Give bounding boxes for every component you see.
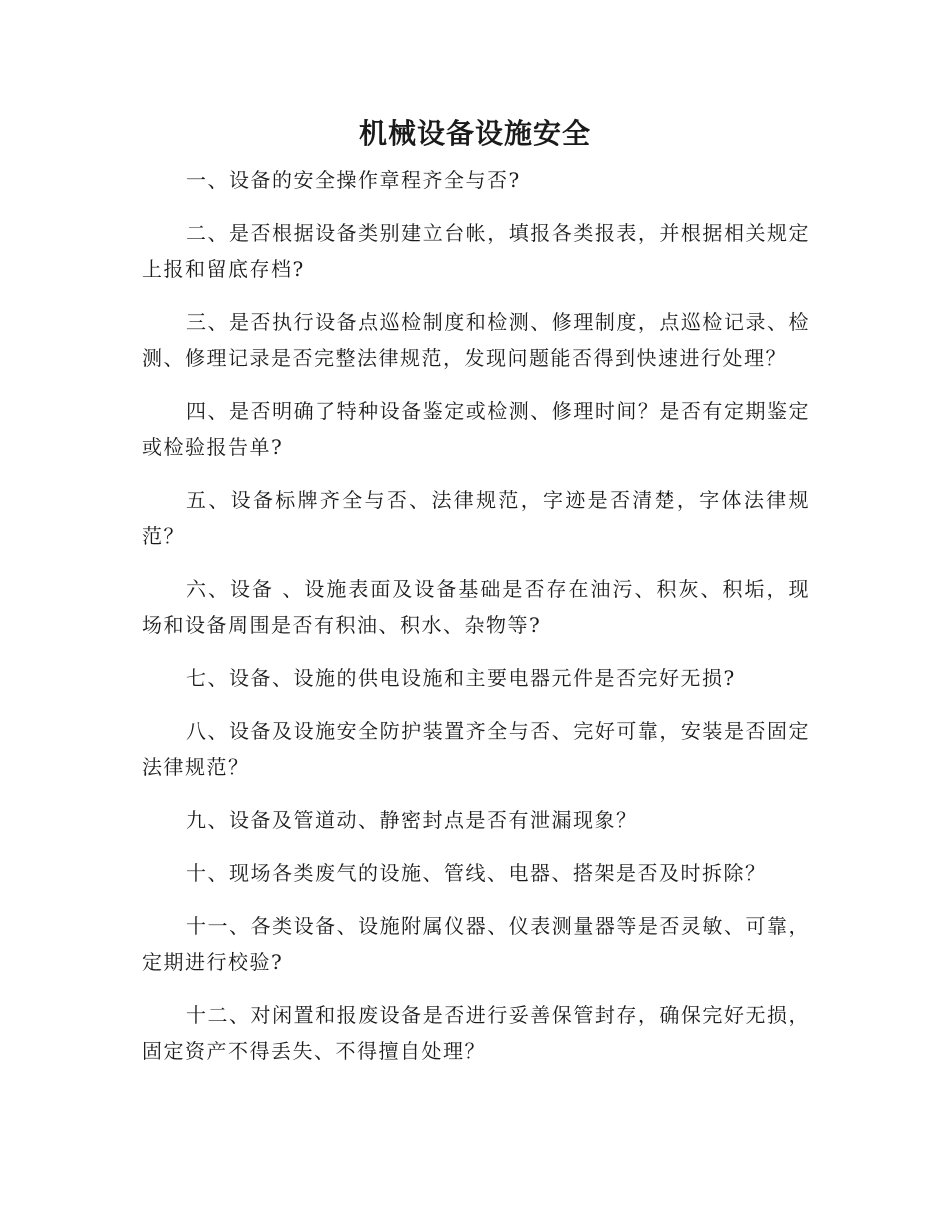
document-title: 机械设备设施安全 bbox=[358, 117, 591, 150]
paragraph-5: 五、设备标牌齐全与否、法律规范，字迹是否清楚，字体法律规范？ bbox=[142, 488, 810, 548]
paragraph-8: 八、设备及设施安全防护装置齐全与否、完好可靠，安装是否固定法律规范？ bbox=[142, 719, 810, 779]
document-body bbox=[142, 162, 810, 1086]
paragraph-9: 九、设备及管道动、静密封点是否有泄漏现象？ bbox=[186, 808, 638, 832]
paragraph-7: 七、设备、设施的供电设施和主要电器元件是否完好无损? bbox=[186, 666, 736, 690]
paragraph-1: 一、设备的安全操作章程齐全与否? bbox=[186, 168, 521, 192]
paragraph-6: 六、设备 、设施表面及设备基础是否存在油污、积灰、积垢，现场和设备周围是否有积油、积水、杂物等? bbox=[142, 577, 810, 637]
paragraph-4: 四、是否明确了特种设备鉴定或检测、修理时间？是否有定期鉴定或检验报告单? bbox=[142, 399, 810, 459]
paragraph-3: 三、是否执行设备点巡检制度和检测、修理制度，点巡检记录、检测、修理记录是否完整法律规范，发现问题能否得到快速进行处理？ bbox=[142, 310, 810, 370]
paragraph-12: 十二、对闲置和报废设备是否进行妥善保管封存，确保完好无损，固定资产不得丢失、不得擅自处理？ bbox=[142, 1003, 810, 1063]
paragraph-2: 二、是否根据设备类别建立台帐，填报各类报表，并根据相关规定上报和留底存档? bbox=[142, 221, 810, 281]
paragraph-11: 十一、各类设备、设施附属仪器、仪表测量器等是否灵敏、可靠，定期进行校验? bbox=[142, 914, 810, 974]
paragraph-10: 十、现场各类废气的设施、管线、电器、搭架是否及时拆除？ bbox=[186, 861, 767, 885]
